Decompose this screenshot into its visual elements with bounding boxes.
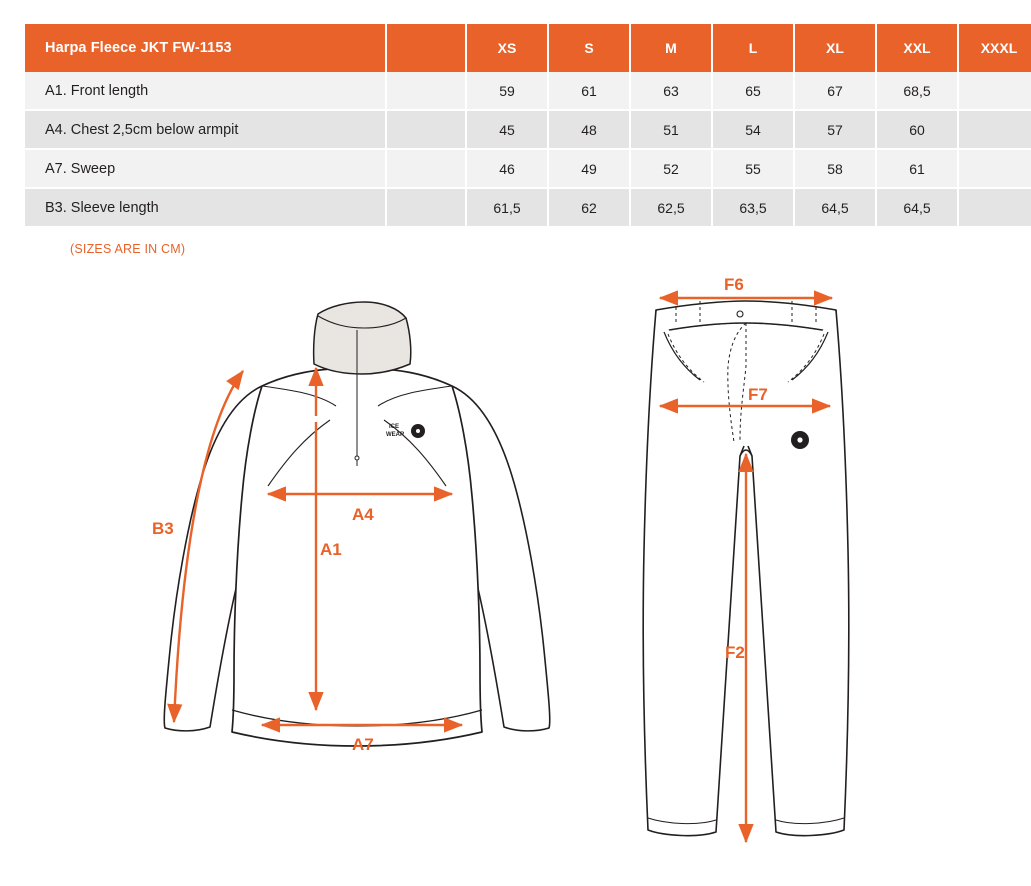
cell-l: 65: [712, 72, 794, 110]
dim-label-a1: A1: [320, 540, 342, 559]
table-row: [25, 72, 1031, 110]
row-spacer: [386, 188, 466, 227]
svg-text:ICE: ICE: [389, 424, 400, 430]
cell-l: 55: [712, 149, 794, 188]
pants-drawing: [643, 275, 849, 842]
column-header-xxl: XXL: [876, 24, 958, 72]
cell-xs: 45: [466, 110, 548, 149]
table-row: [25, 188, 1031, 227]
dim-label-b3: B3: [152, 519, 174, 538]
cell-s: 48: [548, 110, 630, 149]
cell-xxxl: [958, 149, 1031, 188]
size-table-header-row: [25, 24, 1031, 72]
cell-xxl: 68,5: [876, 72, 958, 110]
cell-m: 62,5: [630, 188, 712, 227]
cell-xs: 59: [466, 72, 548, 110]
dim-label-a7: A7: [352, 735, 374, 754]
cell-s: 62: [548, 188, 630, 227]
dim-label-f6: F6: [724, 275, 744, 294]
brand-logo-pants: [791, 431, 809, 449]
size-table-body: [25, 72, 1031, 227]
row-label: A4. Chest 2,5cm below armpit: [25, 110, 386, 149]
row-spacer: [386, 72, 466, 110]
size-table: [25, 24, 1031, 228]
cell-xxxl: [958, 110, 1031, 149]
row-label: A7. Sweep: [25, 149, 386, 188]
dim-label-a4: A4: [352, 505, 374, 524]
svg-text:WEAR: WEAR: [386, 432, 405, 438]
dim-label-f2: F2: [725, 643, 745, 662]
cell-xl: 67: [794, 72, 876, 110]
row-label: B3. Sleeve length: [25, 188, 386, 227]
column-header-xs: XS: [466, 24, 548, 72]
cell-s: 61: [548, 72, 630, 110]
row-spacer: [386, 110, 466, 149]
jacket-drawing: [152, 302, 550, 754]
cell-m: 63: [630, 72, 712, 110]
cell-m: 52: [630, 149, 712, 188]
cell-l: 54: [712, 110, 794, 149]
cell-xxl: 64,5: [876, 188, 958, 227]
row-label: A1. Front length: [25, 72, 386, 110]
cell-xl: 57: [794, 110, 876, 149]
table-row: [25, 110, 1031, 149]
cell-xxxl: [958, 72, 1031, 110]
column-header-xl: XL: [794, 24, 876, 72]
column-header-s: S: [548, 24, 630, 72]
column-header-xxxl: XXXL: [958, 24, 1031, 72]
table-row: [25, 149, 1031, 188]
cell-xxl: 61: [876, 149, 958, 188]
dim-label-f7: F7: [748, 385, 768, 404]
units-note: (SIZES ARE IN CM): [70, 242, 186, 256]
row-spacer: [386, 149, 466, 188]
cell-xl: 58: [794, 149, 876, 188]
column-header-m: M: [630, 24, 712, 72]
cell-s: 49: [548, 149, 630, 188]
cell-m: 51: [630, 110, 712, 149]
cell-xxl: 60: [876, 110, 958, 149]
product-title: Harpa Fleece JKT FW-1153: [25, 24, 386, 72]
size-table-header: [25, 24, 1031, 72]
cell-xl: 64,5: [794, 188, 876, 227]
header-spacer: [386, 24, 466, 72]
cell-l: 63,5: [712, 188, 794, 227]
technical-drawings: [0, 270, 1031, 886]
cell-xs: 61,5: [466, 188, 548, 227]
column-header-l: L: [712, 24, 794, 72]
cell-xxxl: [958, 188, 1031, 227]
cell-xs: 46: [466, 149, 548, 188]
